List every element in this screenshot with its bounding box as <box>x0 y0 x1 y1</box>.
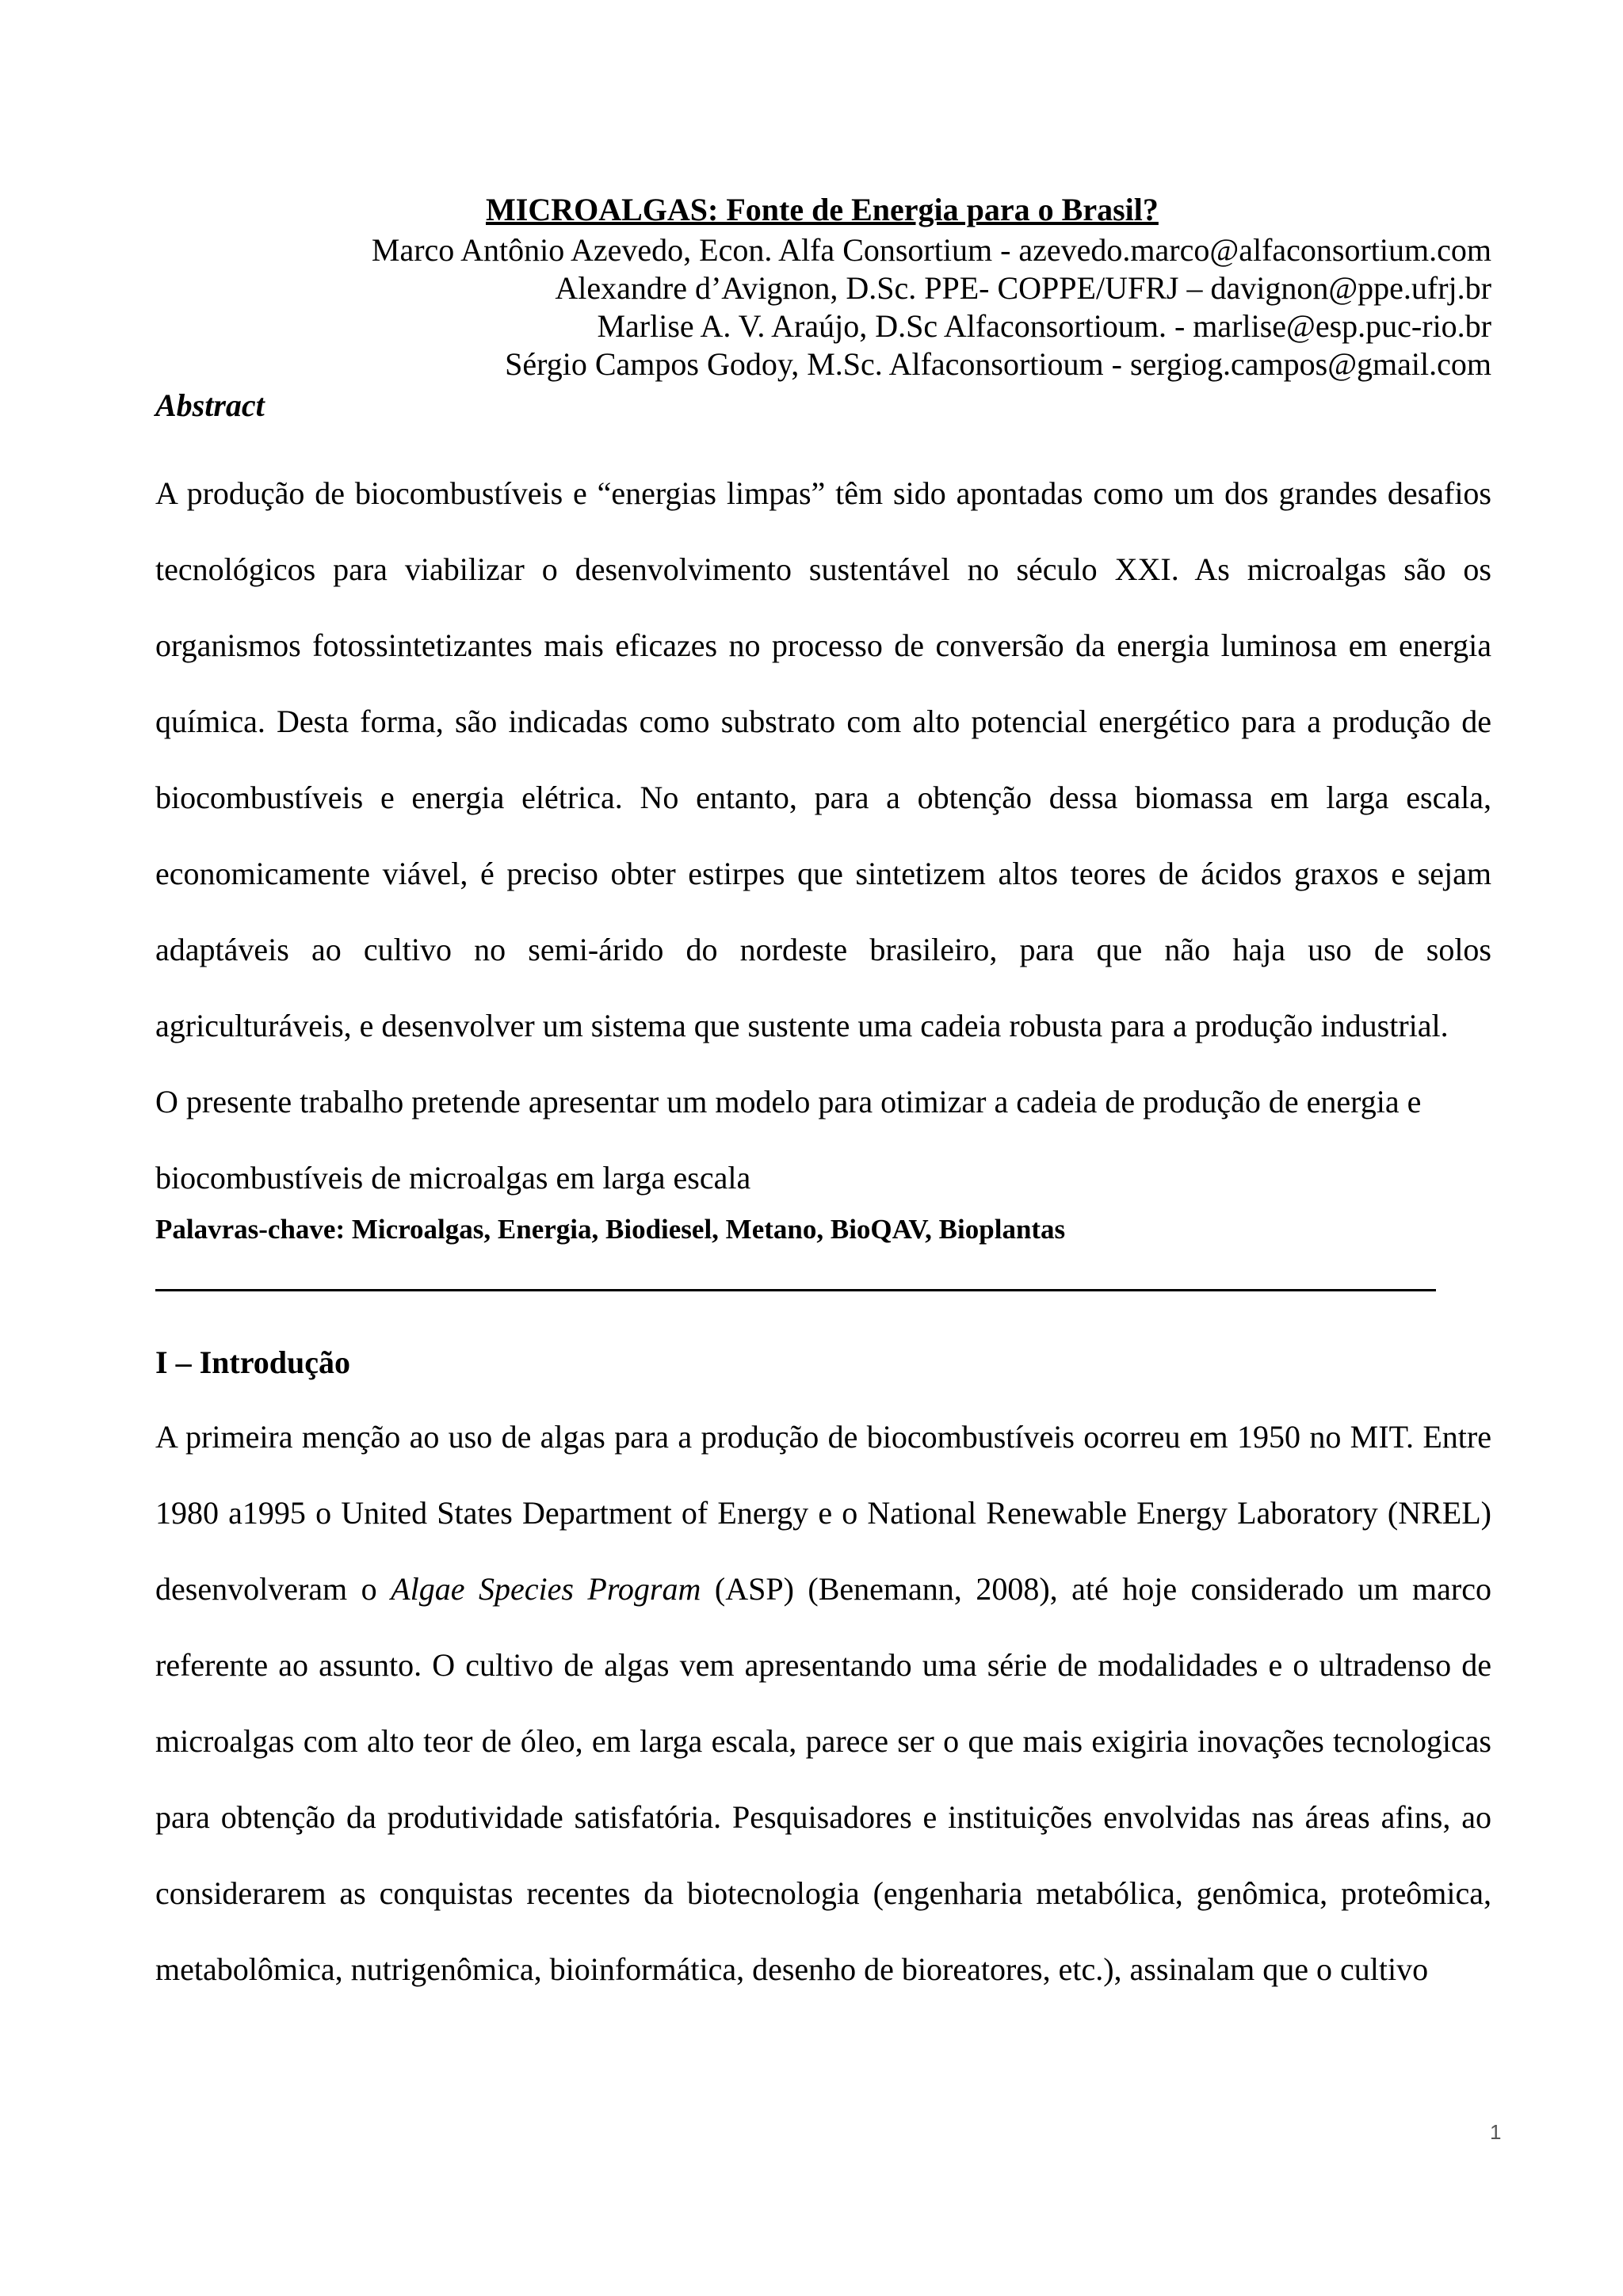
introduction-paragraph <box>155 1399 1491 2008</box>
program-name: Algae Species Program <box>391 1571 701 1607</box>
intro-text: (ASP) (Benemann, 2008), até hoje considerado um marco referente ao assunto. O cultivo de algas vem apresentando uma série de modalidades e o ultradenso de microalgas com alto teor de óleo, em larga escala, parece ser o que mais exigiria inovações tecnologicas para obtenção da produtividade satisfatória. Pesquisadores e instituições envolvidas nas áreas afins, ao considerarem as conquistas recentes da biotecnologia (engenharia metabólica, genômica, proteômica, metabolômica, nutrigenômica, bioinformática, desenho de bioreatores, etc.), assinalam que o cultivo <box>155 1571 1491 1987</box>
author-line: Marco Antônio Azevedo, Econ. Alfa Consortium - azevedo.marco@alfaconsortium.com <box>371 232 1491 268</box>
page-number: 1 <box>1490 2120 1502 2144</box>
abstract-paragraph: A produção de biocombustíveis e “energias limpas” têm sido apontadas como um dos grandes desafios tecnológicos para viabilizar o desenvolvimento sustentável no século XXI. As microalgas são os organismos fotossintetizantes mais eficazes no processo de conversão da energia luminosa em energia química. Desta forma, são indicadas como substrato com alto potencial energético para a produção de biocombustíveis e energia elétrica. No entanto, para a obtenção dessa biomassa em larga escala, economicamente viável, é preciso obter estirpes que sintetizem altos teores de ácidos graxos e sejam adaptáveis ao cultivo no semi-árido do nordeste brasileiro, para que não haja uso de solos agriculturáveis, e desenvolver um sistema que sustente uma cadeia robusta para a produção industrial. <box>155 475 1491 1043</box>
abstract-paragraph-2: O presente trabalho pretende apresentar um modelo para otimizar a cadeia de produção de energia e biocombustíveis de microalgas em larga escala <box>155 1084 1422 1196</box>
paper-title: MICROALGAS: Fonte de Energia para o Brasil? <box>486 192 1159 227</box>
author-line: Alexandre d’Avignon, D.Sc. PPE- COPPE/UFRJ – davignon@ppe.ufrj.br <box>555 270 1491 306</box>
keywords: Palavras-chave: Microalgas, Energia, Biodiesel, Metano, BioQAV, Bioplantas <box>155 1214 1066 1245</box>
abstract-heading: Abstract <box>155 387 265 423</box>
horizontal-divider <box>155 1289 1436 1291</box>
author-line: Sérgio Campos Godoy, M.Sc. Alfaconsortioum - sergiog.campos@gmail.com <box>505 346 1491 382</box>
section-heading: I – Introdução <box>155 1344 350 1380</box>
abstract-body <box>155 456 1491 1216</box>
author-line: Marlise A. V. Araújo, D.Sc Alfaconsortioum. - marlise@esp.puc-rio.br <box>597 308 1491 344</box>
author-list <box>144 231 1491 383</box>
intro-text: A primeira menção ao uso de algas para a produção de biocombustíveis ocorreu em 1950 no MIT. Entre 1980 a1995 o United States Department of Energy e o National Renewable Energy Laboratory (NREL) desenvolveram o <box>155 1419 1491 1607</box>
